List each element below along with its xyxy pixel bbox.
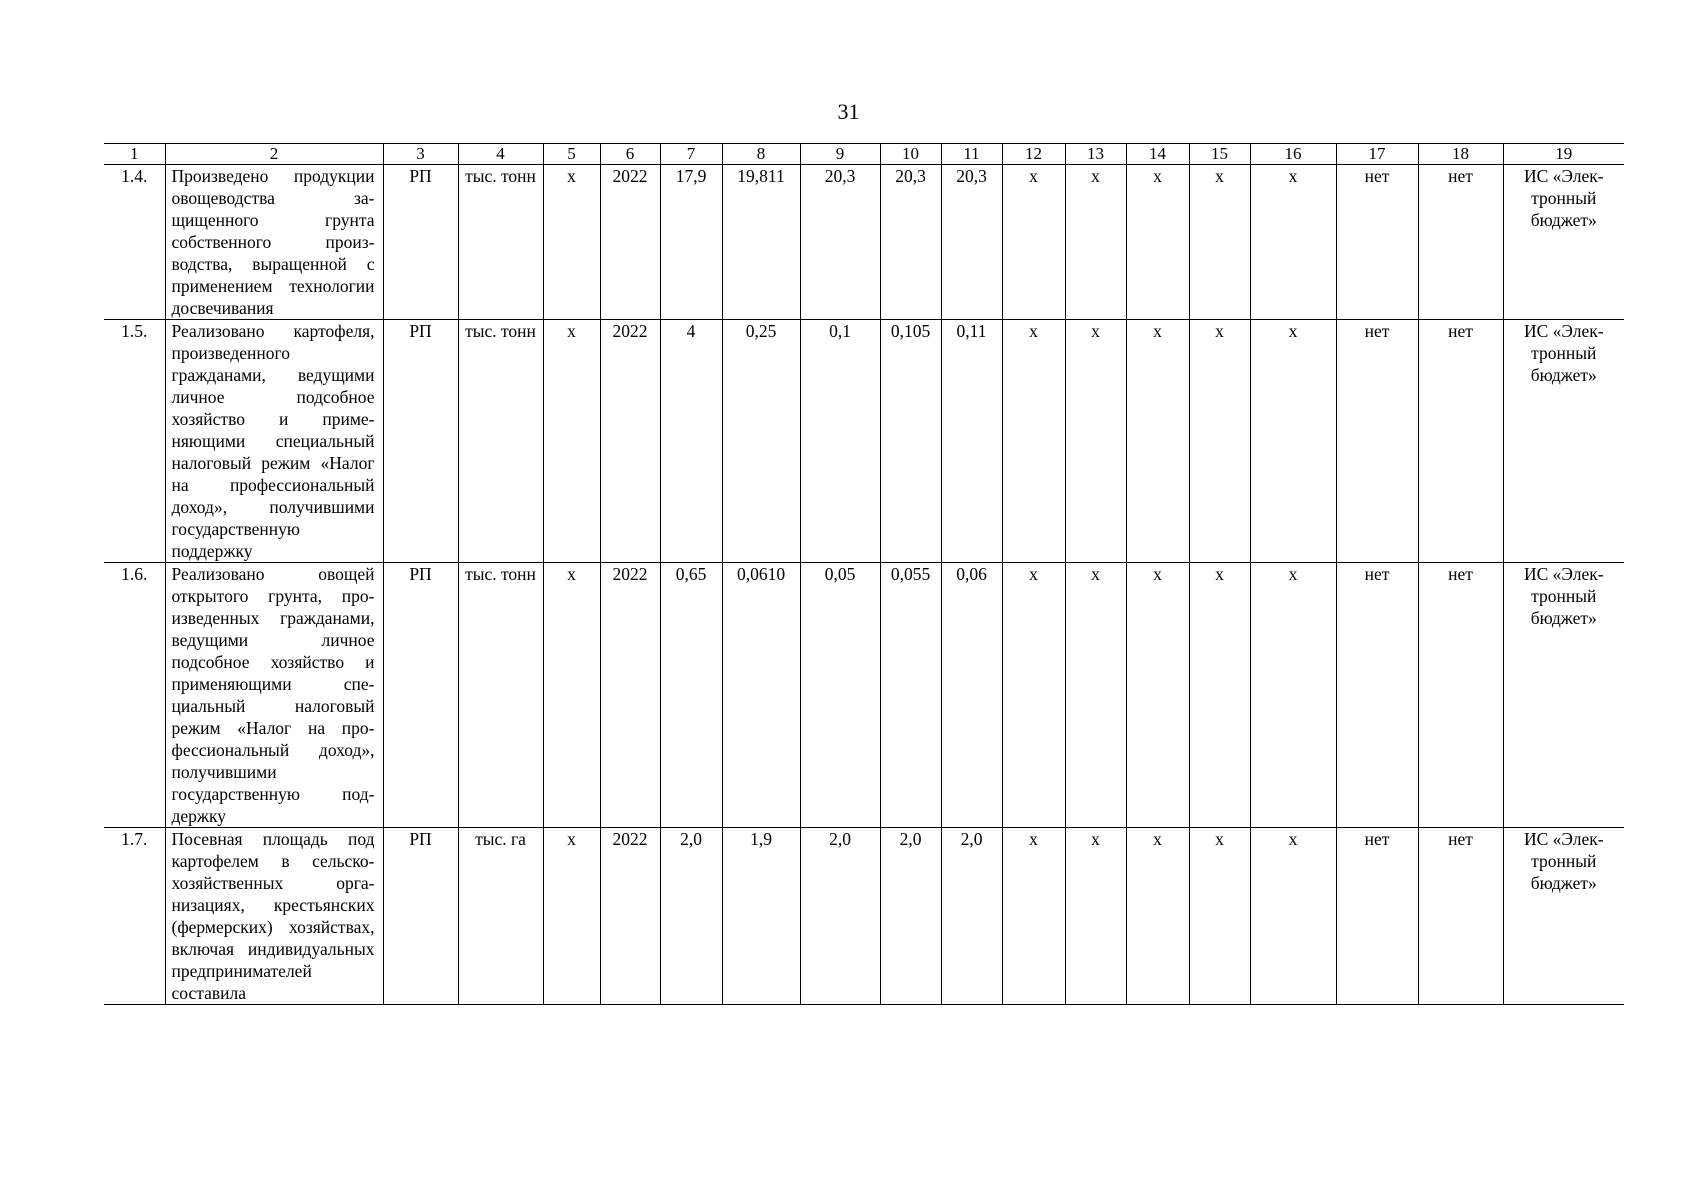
value-cell: 0,105 — [880, 320, 941, 563]
table-row — [104, 320, 1624, 563]
column-header: 2 — [165, 144, 383, 165]
x-cell: x — [1126, 828, 1189, 1005]
unit-cell: тыс. тонн — [458, 165, 543, 320]
base-value-cell: 4 — [660, 320, 722, 563]
header-row — [104, 144, 1624, 165]
c5-cell: x — [543, 563, 600, 828]
x-cell: x — [1002, 165, 1065, 320]
flag-cell: нет — [1418, 320, 1503, 563]
column-header: 11 — [941, 144, 1002, 165]
level-cell: РП — [383, 563, 458, 828]
flag-cell: нет — [1418, 165, 1503, 320]
value-cell: 0,05 — [800, 563, 880, 828]
base-value-cell: 17,9 — [660, 165, 722, 320]
row-number: 1.4. — [104, 165, 165, 320]
x-cell: x — [1002, 828, 1065, 1005]
x-cell: x — [1189, 828, 1250, 1005]
value-cell: 20,3 — [941, 165, 1002, 320]
unit-cell: тыс. тонн — [458, 563, 543, 828]
column-header: 15 — [1189, 144, 1250, 165]
x-cell: x — [1126, 165, 1189, 320]
value-cell: 2,0 — [941, 828, 1002, 1005]
base-year-cell: 2022 — [600, 563, 660, 828]
indicator-description: Посевная площадь под картофелем в сельскохозяйственных организациях, крестьянских (фермерских) хозяйствах, включая индивидуальных предпринимателей составила — [165, 828, 383, 1005]
x-cell: x — [1250, 828, 1336, 1005]
column-header: 1 — [104, 144, 165, 165]
flag-cell: нет — [1336, 828, 1418, 1005]
value-cell: 20,3 — [800, 165, 880, 320]
column-header: 19 — [1503, 144, 1624, 165]
c5-cell: x — [543, 165, 600, 320]
value-cell: 0,25 — [722, 320, 800, 563]
unit-cell: тыс. тонн — [458, 320, 543, 563]
value-cell: 0,06 — [941, 563, 1002, 828]
flag-cell: нет — [1418, 563, 1503, 828]
source-cell: ИС «Электронный бюджет» — [1503, 320, 1624, 563]
c5-cell: x — [543, 828, 600, 1005]
column-header: 3 — [383, 144, 458, 165]
x-cell: x — [1250, 165, 1336, 320]
c5-cell: x — [543, 320, 600, 563]
value-cell: 0,1 — [800, 320, 880, 563]
unit-cell: тыс. га — [458, 828, 543, 1005]
row-number: 1.5. — [104, 320, 165, 563]
indicator-description: Реализовано картофеля, произведенного гражданами, ведущими личное подсобное хозяйство и применяющими специальный налоговый режим «Налог на профессиональный доход», получившими государственную поддержку — [165, 320, 383, 563]
source-cell: ИС «Электронный бюджет» — [1503, 165, 1624, 320]
value-cell: 0,0610 — [722, 563, 800, 828]
x-cell: x — [1250, 320, 1336, 563]
base-value-cell: 2,0 — [660, 828, 722, 1005]
x-cell: x — [1189, 320, 1250, 563]
x-cell: x — [1002, 563, 1065, 828]
column-header: 16 — [1250, 144, 1336, 165]
x-cell: x — [1250, 563, 1336, 828]
base-value-cell: 0,65 — [660, 563, 722, 828]
source-cell: ИС «Электронный бюджет» — [1503, 563, 1624, 828]
flag-cell: нет — [1336, 320, 1418, 563]
column-header: 5 — [543, 144, 600, 165]
indicators-table — [104, 143, 1624, 1005]
x-cell: x — [1126, 563, 1189, 828]
value-cell: 2,0 — [800, 828, 880, 1005]
value-cell: 0,11 — [941, 320, 1002, 563]
table-row — [104, 828, 1624, 1005]
page-number: 31 — [837, 99, 860, 124]
base-year-cell: 2022 — [600, 320, 660, 563]
level-cell: РП — [383, 320, 458, 563]
column-header: 9 — [800, 144, 880, 165]
column-header: 14 — [1126, 144, 1189, 165]
column-header: 13 — [1065, 144, 1126, 165]
indicator-description: Реализовано овощей открытого грунта, произведенных гражданами, ведущими личное подсобное хозяйство и применяющими специальный налоговый режим «Налог на профессиональный доход», получившими государственную поддержку — [165, 563, 383, 828]
level-cell: РП — [383, 165, 458, 320]
indicator-description: Произведено продукции овощеводства защищенного грунта собственного производства, выращенной с применением технологии досвечивания — [165, 165, 383, 320]
value-cell: 0,055 — [880, 563, 941, 828]
column-header: 12 — [1002, 144, 1065, 165]
column-header: 18 — [1418, 144, 1503, 165]
table-row — [104, 563, 1624, 828]
level-cell: РП — [383, 828, 458, 1005]
row-number: 1.6. — [104, 563, 165, 828]
value-cell: 19,811 — [722, 165, 800, 320]
x-cell: x — [1189, 563, 1250, 828]
flag-cell: нет — [1418, 828, 1503, 1005]
x-cell: x — [1065, 828, 1126, 1005]
column-header: 17 — [1336, 144, 1418, 165]
column-header: 10 — [880, 144, 941, 165]
flag-cell: нет — [1336, 165, 1418, 320]
x-cell: x — [1126, 320, 1189, 563]
column-header: 7 — [660, 144, 722, 165]
flag-cell: нет — [1336, 563, 1418, 828]
x-cell: x — [1002, 320, 1065, 563]
base-year-cell: 2022 — [600, 828, 660, 1005]
table-row — [104, 165, 1624, 320]
x-cell: x — [1065, 563, 1126, 828]
source-cell: ИС «Электронный бюджет» — [1503, 828, 1624, 1005]
column-header: 8 — [722, 144, 800, 165]
column-header: 6 — [600, 144, 660, 165]
base-year-cell: 2022 — [600, 165, 660, 320]
value-cell: 2,0 — [880, 828, 941, 1005]
x-cell: x — [1065, 165, 1126, 320]
x-cell: x — [1065, 320, 1126, 563]
value-cell: 1,9 — [722, 828, 800, 1005]
value-cell: 20,3 — [880, 165, 941, 320]
x-cell: x — [1189, 165, 1250, 320]
row-number: 1.7. — [104, 828, 165, 1005]
column-header: 4 — [458, 144, 543, 165]
